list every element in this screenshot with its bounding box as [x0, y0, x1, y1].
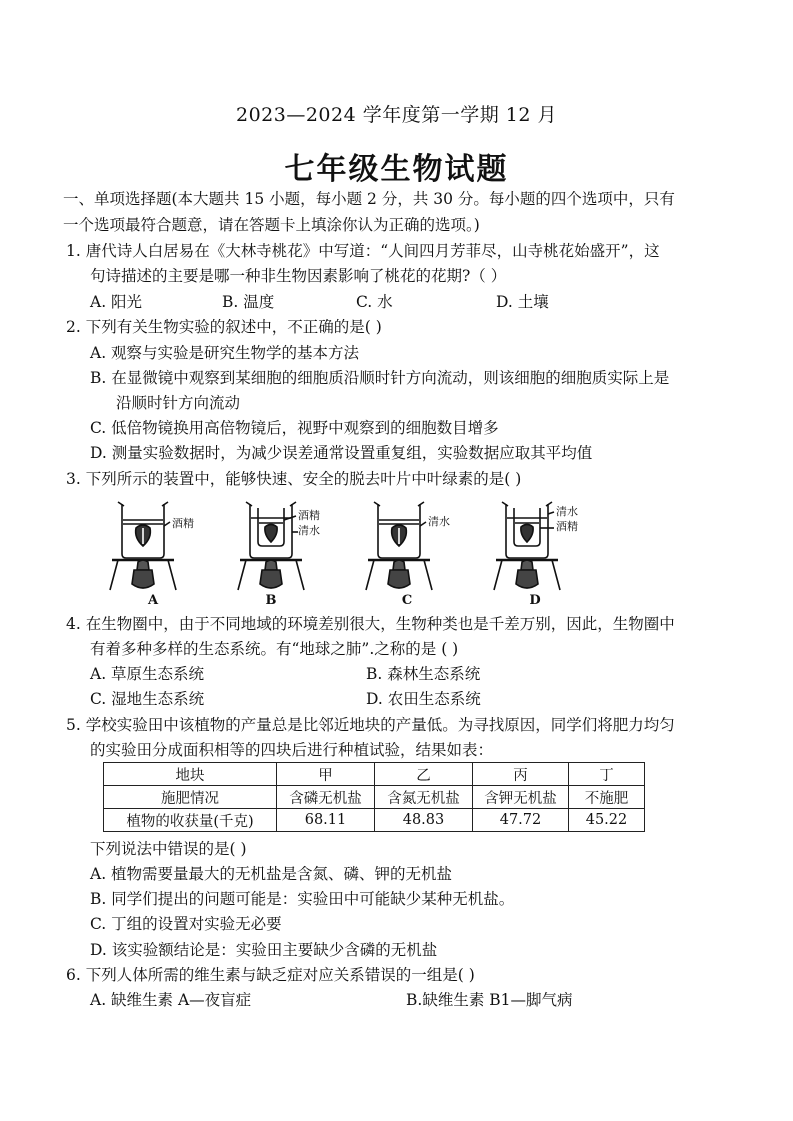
q5-option-c: C. 丁组的设置对实验无必要 — [90, 915, 282, 933]
apparatus-d-label-2: 酒精 — [556, 520, 578, 533]
table-cell: 施肥情况 — [104, 786, 277, 809]
apparatus-d — [492, 498, 602, 610]
q4-option-b: B. 森林生态系统 — [366, 665, 481, 683]
apparatus-c — [364, 498, 474, 610]
section-intro-line1: 一、单项选择题(本大题共 15 小题，每小题 2 分，共 30 分。每小题的四个选项中，只有 — [63, 190, 675, 208]
q5-option-b: B. 同学们提出的问题可能是：实验田中可能缺少某种无机盐。 — [90, 890, 515, 908]
apparatus-a — [108, 498, 218, 610]
table-header-cell: 丁 — [569, 763, 645, 786]
q5-stem-line2: 的实验田分成面积相等的四块后进行种植试验，结果如表： — [90, 741, 494, 759]
q5-question: 下列说法中错误的是( ) — [90, 840, 247, 858]
q1-stem-line2: 句诗描述的主要是哪一种非生物因素影响了桃花的花期?（ ） — [90, 267, 507, 285]
q4-stem-line2: 有着多种多样的生态系统。有“地球之肺”.之称的是 ( ) — [90, 640, 459, 658]
section-intro-line2: 一个选项最符合题意，请在答题卡上填涂你认为正确的选项。) — [63, 216, 480, 234]
apparatus-d-letter: D — [529, 593, 541, 608]
q2-stem: 2. 下列有关生物实验的叙述中，不正确的是( ) — [66, 318, 382, 336]
q5-option-d: D. 该实验额结论是：实验田主要缺少含磷的无机盐 — [90, 941, 438, 959]
table-cell: 不施肥 — [569, 786, 645, 809]
q4-option-c: C. 湿地生态系统 — [90, 690, 205, 708]
table-header-cell: 地块 — [104, 763, 277, 786]
table-row — [104, 786, 645, 809]
table-cell: 含钾无机盐 — [473, 786, 569, 809]
apparatus-b-letter: B — [265, 593, 277, 608]
exam-title: 七年级生物试题 — [284, 152, 509, 187]
table-cell: 48.83 — [375, 809, 473, 832]
q1-stem-line1: 1. 唐代诗人白居易在《大林寺桃花》中写道：“人间四月芳菲尽，山寺桃花始盛开”，这 — [66, 242, 660, 260]
q6-option-b: B.缺维生素 B1—脚气病 — [406, 991, 573, 1009]
q1-option-a: A. 阳光 — [90, 293, 143, 311]
apparatus-d-label-1: 清水 — [556, 505, 578, 518]
q2-option-a: A. 观察与实验是研究生物学的基本方法 — [90, 344, 360, 362]
q2-option-b-line2: 沿顺时针方向流动 — [116, 394, 241, 412]
q4-option-d: D. 农田生态系统 — [366, 690, 481, 708]
table-cell: 含氮无机盐 — [375, 786, 473, 809]
q1-option-c: C. 水 — [356, 293, 393, 311]
q4-stem-line1: 4. 在生物圈中，由于不同地域的环境差别很大，生物种类也是千差万别，因此，生物圈中 — [66, 615, 675, 633]
table-header-row — [104, 763, 645, 786]
table-header-cell: 乙 — [375, 763, 473, 786]
q2-option-b-line1: B. 在显微镜中观察到某细胞的细胞质沿顺时针方向流动，则该细胞的细胞质实际上是 — [90, 369, 670, 387]
q6-option-a: A. 缺维生素 A—夜盲症 — [90, 991, 252, 1009]
fertilizer-results-table — [103, 762, 645, 832]
table-cell: 含磷无机盐 — [277, 786, 375, 809]
q1-option-b: B. 温度 — [222, 293, 275, 311]
q6-stem: 6. 下列人体所需的维生素与缺乏症对应关系错误的一组是( ) — [66, 966, 475, 984]
apparatus-c-label-1: 清水 — [428, 515, 450, 528]
q3-stem: 3. 下列所示的装置中，能够快速、安全的脱去叶片中叶绿素的是( ) — [66, 470, 522, 488]
apparatus-b-label-1: 酒精 — [298, 509, 320, 522]
apparatus-a-label-1: 酒精 — [172, 517, 194, 530]
table-cell: 植物的收获量(千克) — [104, 809, 277, 832]
apparatus-c-letter: C — [401, 593, 413, 608]
q2-option-d: D. 测量实验数据时，为减少误差通常设置重复组，实验数据应取其平均值 — [90, 444, 593, 462]
apparatus-b-label-2: 清水 — [298, 524, 320, 537]
exam-term: 2023—2024 学年度第一学期 12 月 — [235, 104, 557, 126]
q5-option-a: A. 植物需要量最大的无机盐是含氮、磷、钾的无机盐 — [90, 865, 453, 883]
table-cell: 47.72 — [473, 809, 569, 832]
table-header-cell: 甲 — [277, 763, 375, 786]
apparatus-a-letter: A — [147, 593, 159, 608]
table-row — [104, 809, 645, 832]
table-cell: 68.11 — [277, 809, 375, 832]
q1-option-d: D. 土壤 — [496, 293, 549, 311]
apparatus-b — [236, 498, 346, 610]
table-header-cell: 丙 — [473, 763, 569, 786]
table-cell: 45.22 — [569, 809, 645, 832]
q2-option-c: C. 低倍物镜换用高倍物镜后，视野中观察到的细胞数目增多 — [90, 419, 499, 437]
q5-stem-line1: 5. 学校实验田中该植物的产量总是比邻近地块的产量低。为寻找原因，同学们将肥力均匀 — [66, 716, 675, 734]
q4-option-a: A. 草原生态系统 — [90, 665, 205, 683]
